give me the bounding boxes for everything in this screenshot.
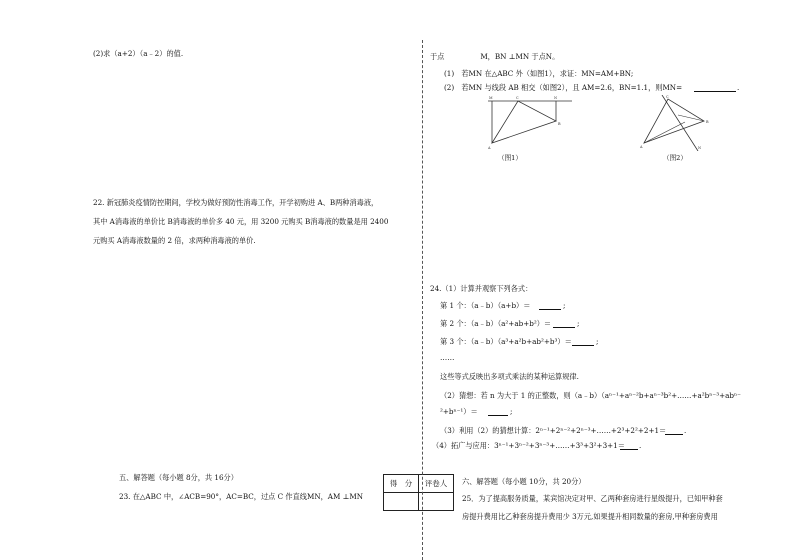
svg-text:A: A (640, 145, 643, 149)
q24-part3-blank[interactable] (665, 427, 683, 435)
q24-item3-blank[interactable] (572, 338, 594, 346)
q23-part1: (1) 若MN 在△ABC 外（如图1），求证：MN=AM+BN; (444, 69, 634, 78)
q24-part2-semicolon: ; (510, 407, 513, 416)
q23-line1: 23. 在△ABC 中，∠ACB=90°，AC=BC，过点 C 作直线MN，AM ⊥MN (119, 492, 364, 501)
q24-item3-semicolon: ; (596, 337, 599, 346)
q22-line2: 其中 A消毒液的单价比 B消毒液的单价多 40 元，用 3200 元购买 B消毒液的数量是用 2400 (93, 217, 389, 226)
section-5-heading: 五、解答题（每小题 8分，共 16分） (119, 473, 238, 482)
q24-part2-blank[interactable] (488, 408, 508, 416)
svg-text:M: M (489, 96, 493, 100)
q24-part3-period: . (684, 426, 687, 435)
score-table (383, 474, 454, 511)
q24-title: 24.（1）计算并观察下列各式： (430, 284, 533, 293)
q23-answer-blank[interactable] (694, 84, 736, 92)
svg-text:N: N (698, 146, 702, 150)
grader-label: 评卷人 (419, 475, 454, 493)
score-label: 得 分 (384, 475, 419, 493)
q24-item3: 第 3 个：（a﹣b）（a³+a²b+ab²+b³）＝ (440, 337, 572, 346)
q24-item1-semicolon: ; (563, 301, 566, 310)
grader-cell[interactable] (419, 493, 454, 511)
q24-part4: （4）拓广与应用：3ⁿ⁻¹+3ⁿ⁻²+3ⁿ⁻³+……+3³+3²+3+1＝ (432, 441, 625, 450)
q24-part2-line2: ²+bⁿ⁻¹）＝ (440, 407, 478, 416)
q24-ellipsis: …… (440, 353, 455, 362)
q24-part4-period: . (639, 441, 642, 450)
svg-text:C: C (666, 95, 669, 99)
svg-text:N: N (554, 96, 558, 100)
q25-line1: 25．为了提高服务质量，某宾馆决定对甲、乙两种套房进行星级提升，已知甲种套 (462, 494, 723, 503)
q21-part2: (2)求（a+2）（a﹣2）的值. (93, 49, 184, 58)
q23-continued: 于点 M，BN ⊥MN 于点N。 (430, 52, 560, 61)
figure-2-caption: （图2） (663, 154, 687, 162)
svg-text:B: B (706, 120, 709, 124)
figure-2-diagram (638, 95, 716, 151)
figure-1-diagram (488, 95, 572, 151)
q24-part3: （3）利用（2）的猜想计算：2ⁿ⁻¹+2ⁿ⁻²+2ⁿ⁻³+……+2³+2²+2+1＝ (440, 426, 667, 435)
q24-observation: 这些等式反映出多项式乘法的某种运算规律. (440, 372, 579, 381)
svg-text:B: B (558, 122, 561, 126)
column-divider (422, 40, 423, 560)
q24-part4-blank[interactable] (620, 442, 638, 450)
q24-item1-blank[interactable] (539, 302, 561, 310)
q24-item2: 第 2 个：（a﹣b）（a²+ab+b²）＝ (440, 319, 552, 328)
q23-period: . (737, 83, 740, 92)
q22-line3: 元购买 A消毒液数量的 2 倍，求两种消毒液的单价. (93, 236, 256, 245)
q25-line2: 房提升费用比乙种套房提升费用少 3万元,如果提升相同数量的套房,甲种套房费用 (462, 512, 718, 521)
q23-part2: (2) 若MN 与线段 AB 相交（如图2），且 AM=2.6，BN=1.1，则MN= (444, 83, 683, 92)
q24-item2-blank[interactable] (553, 320, 575, 328)
figure-1-caption: （图1） (498, 154, 522, 162)
q24-item1: 第 1 个：（a﹣b）（a+b）＝ (440, 301, 531, 310)
svg-text:A: A (488, 146, 491, 150)
section-6-heading: 六、解答题（每小题 10分，共 20分） (462, 477, 586, 486)
q24-part2-line1: （2）猜想：若 n 为大于 1 的正整数，则（a﹣b）（aⁿ⁻¹+aⁿ⁻²b+aⁿ⁻³b²+……+a²bⁿ⁻³+abⁿ⁻ (440, 391, 741, 400)
svg-text:C: C (516, 96, 519, 100)
q24-item2-semicolon: ; (577, 319, 580, 328)
q22-line1: 22. 新冠肺炎疫情防控期间，学校为做好预防性消毒工作，开学初购进 A、B两种消毒液， (93, 198, 379, 207)
score-cell[interactable] (384, 493, 419, 511)
